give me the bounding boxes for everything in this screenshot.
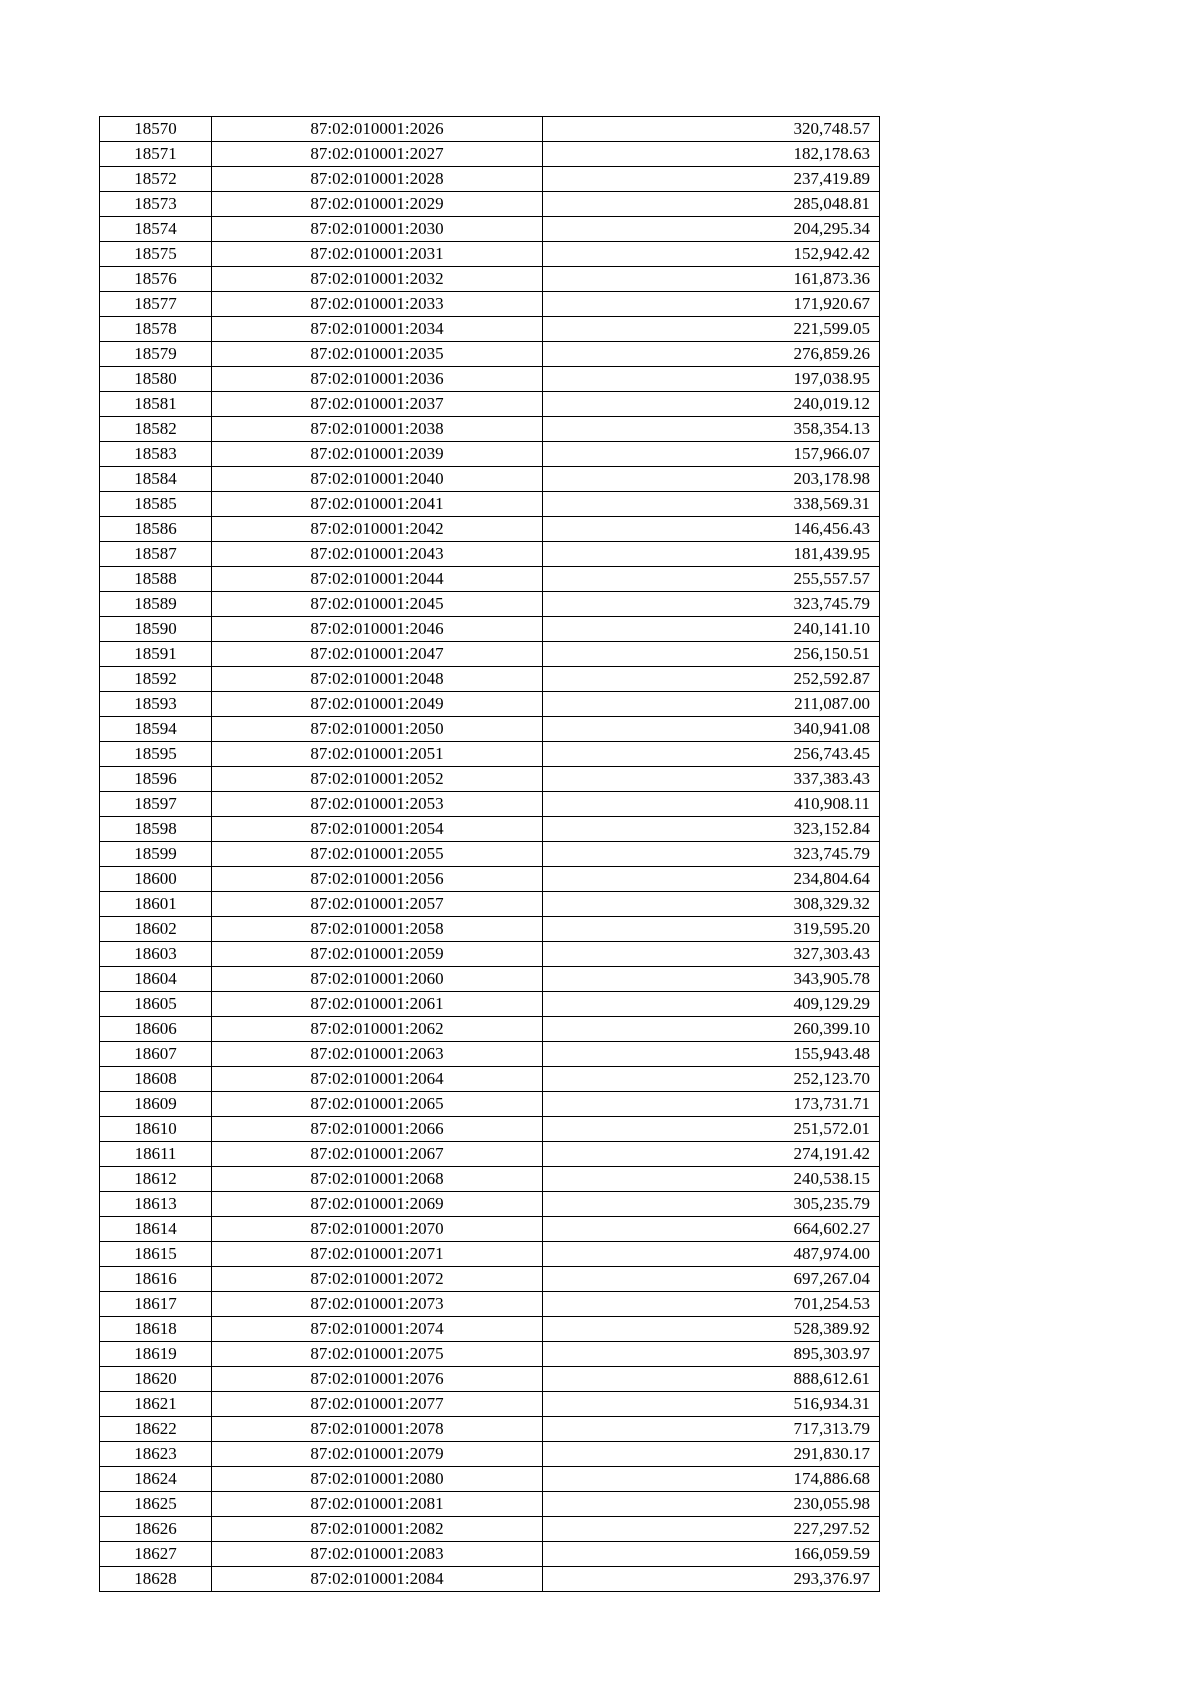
table-row — [100, 1217, 880, 1242]
cadastral-number-cell: 87:02:010001:2033 — [212, 292, 543, 317]
table-row — [100, 867, 880, 892]
row-number-cell: 18600 — [100, 867, 212, 892]
table-row — [100, 992, 880, 1017]
row-number-cell: 18619 — [100, 1342, 212, 1367]
row-number-cell: 18596 — [100, 767, 212, 792]
row-number-cell: 18625 — [100, 1492, 212, 1517]
table-row — [100, 542, 880, 567]
value-cell: 285,048.81 — [543, 192, 880, 217]
value-cell: 338,569.31 — [543, 492, 880, 517]
table-row — [100, 142, 880, 167]
cadastral-number-cell: 87:02:010001:2063 — [212, 1042, 543, 1067]
value-cell: 252,123.70 — [543, 1067, 880, 1092]
value-cell: 274,191.42 — [543, 1142, 880, 1167]
row-number-cell: 18613 — [100, 1192, 212, 1217]
value-cell: 255,557.57 — [543, 567, 880, 592]
table-row — [100, 1117, 880, 1142]
cadastral-number-cell: 87:02:010001:2026 — [212, 117, 543, 142]
value-cell: 323,745.79 — [543, 842, 880, 867]
row-number-cell: 18571 — [100, 142, 212, 167]
table-row — [100, 1167, 880, 1192]
value-cell: 227,297.52 — [543, 1517, 880, 1542]
value-cell: 323,152.84 — [543, 817, 880, 842]
cadastral-number-cell: 87:02:010001:2044 — [212, 567, 543, 592]
value-cell: 152,942.42 — [543, 242, 880, 267]
table-row — [100, 592, 880, 617]
value-cell: 240,019.12 — [543, 392, 880, 417]
cadastral-number-cell: 87:02:010001:2072 — [212, 1267, 543, 1292]
cadastral-number-cell: 87:02:010001:2058 — [212, 917, 543, 942]
table-row — [100, 1517, 880, 1542]
value-cell: 260,399.10 — [543, 1017, 880, 1042]
value-cell: 256,150.51 — [543, 642, 880, 667]
table-row — [100, 1267, 880, 1292]
value-cell: 516,934.31 — [543, 1392, 880, 1417]
value-cell: 888,612.61 — [543, 1367, 880, 1392]
table-row — [100, 617, 880, 642]
value-cell: 234,804.64 — [543, 867, 880, 892]
cadastral-number-cell: 87:02:010001:2074 — [212, 1317, 543, 1342]
table-row — [100, 392, 880, 417]
row-number-cell: 18615 — [100, 1242, 212, 1267]
row-number-cell: 18624 — [100, 1467, 212, 1492]
table-row — [100, 942, 880, 967]
cadastral-number-cell: 87:02:010001:2077 — [212, 1392, 543, 1417]
row-number-cell: 18572 — [100, 167, 212, 192]
table-row — [100, 1367, 880, 1392]
value-cell: 252,592.87 — [543, 667, 880, 692]
cadastral-number-cell: 87:02:010001:2084 — [212, 1567, 543, 1592]
table-row — [100, 717, 880, 742]
row-number-cell: 18614 — [100, 1217, 212, 1242]
cadastral-number-cell: 87:02:010001:2083 — [212, 1542, 543, 1567]
table-row — [100, 1142, 880, 1167]
cadastral-number-cell: 87:02:010001:2070 — [212, 1217, 543, 1242]
cadastral-number-cell: 87:02:010001:2027 — [212, 142, 543, 167]
table-row — [100, 1092, 880, 1117]
table-row — [100, 1067, 880, 1092]
table-row — [100, 367, 880, 392]
value-cell: 487,974.00 — [543, 1242, 880, 1267]
cadastral-number-cell: 87:02:010001:2049 — [212, 692, 543, 717]
value-cell: 697,267.04 — [543, 1267, 880, 1292]
row-number-cell: 18628 — [100, 1567, 212, 1592]
value-cell: 528,389.92 — [543, 1317, 880, 1342]
value-cell: 251,572.01 — [543, 1117, 880, 1142]
table-row — [100, 792, 880, 817]
row-number-cell: 18581 — [100, 392, 212, 417]
row-number-cell: 18580 — [100, 367, 212, 392]
cadastral-number-cell: 87:02:010001:2081 — [212, 1492, 543, 1517]
table-row — [100, 1492, 880, 1517]
value-cell: 276,859.26 — [543, 342, 880, 367]
value-cell: 211,087.00 — [543, 692, 880, 717]
table-row — [100, 1242, 880, 1267]
table-row — [100, 467, 880, 492]
table-row — [100, 1442, 880, 1467]
table-row — [100, 292, 880, 317]
table-row — [100, 342, 880, 367]
cadastral-number-cell: 87:02:010001:2034 — [212, 317, 543, 342]
table-row — [100, 692, 880, 717]
row-number-cell: 18621 — [100, 1392, 212, 1417]
value-cell: 240,538.15 — [543, 1167, 880, 1192]
cadastral-number-cell: 87:02:010001:2041 — [212, 492, 543, 517]
cadastral-number-cell: 87:02:010001:2043 — [212, 542, 543, 567]
cadastral-number-cell: 87:02:010001:2029 — [212, 192, 543, 217]
value-cell: 319,595.20 — [543, 917, 880, 942]
row-number-cell: 18610 — [100, 1117, 212, 1142]
cadastral-number-cell: 87:02:010001:2040 — [212, 467, 543, 492]
value-cell: 320,748.57 — [543, 117, 880, 142]
row-number-cell: 18588 — [100, 567, 212, 592]
cadastral-number-cell: 87:02:010001:2035 — [212, 342, 543, 367]
cadastral-number-cell: 87:02:010001:2056 — [212, 867, 543, 892]
value-cell: 230,055.98 — [543, 1492, 880, 1517]
cadastral-number-cell: 87:02:010001:2046 — [212, 617, 543, 642]
table-row — [100, 317, 880, 342]
table-row — [100, 1392, 880, 1417]
table-body — [100, 117, 880, 1592]
cadastral-number-cell: 87:02:010001:2032 — [212, 267, 543, 292]
table-row — [100, 217, 880, 242]
value-cell: 327,303.43 — [543, 942, 880, 967]
row-number-cell: 18590 — [100, 617, 212, 642]
table-row — [100, 842, 880, 867]
cadastral-number-cell: 87:02:010001:2060 — [212, 967, 543, 992]
table-row — [100, 442, 880, 467]
row-number-cell: 18573 — [100, 192, 212, 217]
table-row — [100, 517, 880, 542]
row-number-cell: 18626 — [100, 1517, 212, 1542]
row-number-cell: 18607 — [100, 1042, 212, 1067]
value-cell: 323,745.79 — [543, 592, 880, 617]
row-number-cell: 18601 — [100, 892, 212, 917]
row-number-cell: 18618 — [100, 1317, 212, 1342]
value-cell: 410,908.11 — [543, 792, 880, 817]
cadastral-number-cell: 87:02:010001:2068 — [212, 1167, 543, 1192]
cadastral-number-cell: 87:02:010001:2075 — [212, 1342, 543, 1367]
row-number-cell: 18603 — [100, 942, 212, 967]
value-cell: 155,943.48 — [543, 1042, 880, 1067]
row-number-cell: 18599 — [100, 842, 212, 867]
table-row — [100, 492, 880, 517]
value-cell: 256,743.45 — [543, 742, 880, 767]
table-row — [100, 1467, 880, 1492]
cadastral-number-cell: 87:02:010001:2071 — [212, 1242, 543, 1267]
cadastral-number-cell: 87:02:010001:2064 — [212, 1067, 543, 1092]
row-number-cell: 18579 — [100, 342, 212, 367]
table-row — [100, 242, 880, 267]
row-number-cell: 18585 — [100, 492, 212, 517]
table-row — [100, 892, 880, 917]
row-number-cell: 18589 — [100, 592, 212, 617]
cadastral-number-cell: 87:02:010001:2042 — [212, 517, 543, 542]
value-cell: 409,129.29 — [543, 992, 880, 1017]
row-number-cell: 18575 — [100, 242, 212, 267]
value-cell: 340,941.08 — [543, 717, 880, 742]
value-cell: 664,602.27 — [543, 1217, 880, 1242]
cadastral-number-cell: 87:02:010001:2078 — [212, 1417, 543, 1442]
value-cell: 240,141.10 — [543, 617, 880, 642]
cadastral-number-cell: 87:02:010001:2069 — [212, 1192, 543, 1217]
value-cell: 343,905.78 — [543, 967, 880, 992]
row-number-cell: 18606 — [100, 1017, 212, 1042]
row-number-cell: 18583 — [100, 442, 212, 467]
cadastral-number-cell: 87:02:010001:2037 — [212, 392, 543, 417]
row-number-cell: 18608 — [100, 1067, 212, 1092]
row-number-cell: 18578 — [100, 317, 212, 342]
row-number-cell: 18592 — [100, 667, 212, 692]
row-number-cell: 18577 — [100, 292, 212, 317]
row-number-cell: 18620 — [100, 1367, 212, 1392]
cadastral-number-cell: 87:02:010001:2045 — [212, 592, 543, 617]
table-row — [100, 1042, 880, 1067]
table-row — [100, 1567, 880, 1592]
value-cell: 291,830.17 — [543, 1442, 880, 1467]
value-cell: 895,303.97 — [543, 1342, 880, 1367]
table-row — [100, 1017, 880, 1042]
value-cell: 171,920.67 — [543, 292, 880, 317]
value-cell: 358,354.13 — [543, 417, 880, 442]
row-number-cell: 18591 — [100, 642, 212, 667]
table-row — [100, 567, 880, 592]
row-number-cell: 18605 — [100, 992, 212, 1017]
row-number-cell: 18587 — [100, 542, 212, 567]
cadastral-number-cell: 87:02:010001:2073 — [212, 1292, 543, 1317]
row-number-cell: 18582 — [100, 417, 212, 442]
row-number-cell: 18611 — [100, 1142, 212, 1167]
row-number-cell: 18604 — [100, 967, 212, 992]
table-row — [100, 642, 880, 667]
row-number-cell: 18609 — [100, 1092, 212, 1117]
table-row — [100, 767, 880, 792]
value-cell: 181,439.95 — [543, 542, 880, 567]
table-row — [100, 417, 880, 442]
row-number-cell: 18598 — [100, 817, 212, 842]
row-number-cell: 18616 — [100, 1267, 212, 1292]
row-number-cell: 18612 — [100, 1167, 212, 1192]
row-number-cell: 18623 — [100, 1442, 212, 1467]
row-number-cell: 18576 — [100, 267, 212, 292]
row-number-cell: 18602 — [100, 917, 212, 942]
row-number-cell: 18597 — [100, 792, 212, 817]
row-number-cell: 18586 — [100, 517, 212, 542]
value-cell: 146,456.43 — [543, 517, 880, 542]
table-row — [100, 267, 880, 292]
value-cell: 182,178.63 — [543, 142, 880, 167]
table-row — [100, 817, 880, 842]
value-cell: 174,886.68 — [543, 1467, 880, 1492]
cadastral-number-cell: 87:02:010001:2065 — [212, 1092, 543, 1117]
cadastral-number-cell: 87:02:010001:2036 — [212, 367, 543, 392]
table-row — [100, 192, 880, 217]
value-cell: 157,966.07 — [543, 442, 880, 467]
value-cell: 197,038.95 — [543, 367, 880, 392]
row-number-cell: 18617 — [100, 1292, 212, 1317]
value-cell: 293,376.97 — [543, 1567, 880, 1592]
cadastral-number-cell: 87:02:010001:2076 — [212, 1367, 543, 1392]
row-number-cell: 18595 — [100, 742, 212, 767]
cadastral-number-cell: 87:02:010001:2031 — [212, 242, 543, 267]
table-row — [100, 742, 880, 767]
table-row — [100, 967, 880, 992]
table-row — [100, 1342, 880, 1367]
table-row — [100, 917, 880, 942]
value-cell: 221,599.05 — [543, 317, 880, 342]
data-table — [99, 116, 880, 1592]
value-cell: 161,873.36 — [543, 267, 880, 292]
value-cell: 237,419.89 — [543, 167, 880, 192]
row-number-cell: 18594 — [100, 717, 212, 742]
value-cell: 173,731.71 — [543, 1092, 880, 1117]
row-number-cell: 18570 — [100, 117, 212, 142]
row-number-cell: 18622 — [100, 1417, 212, 1442]
table-row — [100, 117, 880, 142]
row-number-cell: 18593 — [100, 692, 212, 717]
value-cell: 701,254.53 — [543, 1292, 880, 1317]
table-row — [100, 167, 880, 192]
cadastral-number-cell: 87:02:010001:2053 — [212, 792, 543, 817]
table-row — [100, 1417, 880, 1442]
cadastral-number-cell: 87:02:010001:2038 — [212, 417, 543, 442]
cadastral-number-cell: 87:02:010001:2067 — [212, 1142, 543, 1167]
table-row — [100, 667, 880, 692]
cadastral-number-cell: 87:02:010001:2052 — [212, 767, 543, 792]
cadastral-number-cell: 87:02:010001:2028 — [212, 167, 543, 192]
cadastral-number-cell: 87:02:010001:2048 — [212, 667, 543, 692]
cadastral-number-cell: 87:02:010001:2030 — [212, 217, 543, 242]
value-cell: 308,329.32 — [543, 892, 880, 917]
table-row — [100, 1192, 880, 1217]
cadastral-number-cell: 87:02:010001:2062 — [212, 1017, 543, 1042]
cadastral-number-cell: 87:02:010001:2051 — [212, 742, 543, 767]
cadastral-number-cell: 87:02:010001:2066 — [212, 1117, 543, 1142]
table-row — [100, 1317, 880, 1342]
value-cell: 337,383.43 — [543, 767, 880, 792]
cadastral-number-cell: 87:02:010001:2055 — [212, 842, 543, 867]
cadastral-number-cell: 87:02:010001:2080 — [212, 1467, 543, 1492]
value-cell: 204,295.34 — [543, 217, 880, 242]
row-number-cell: 18584 — [100, 467, 212, 492]
cadastral-number-cell: 87:02:010001:2061 — [212, 992, 543, 1017]
value-cell: 717,313.79 — [543, 1417, 880, 1442]
row-number-cell: 18627 — [100, 1542, 212, 1567]
table-row — [100, 1542, 880, 1567]
cadastral-number-cell: 87:02:010001:2082 — [212, 1517, 543, 1542]
table-row — [100, 1292, 880, 1317]
row-number-cell: 18574 — [100, 217, 212, 242]
cadastral-number-cell: 87:02:010001:2054 — [212, 817, 543, 842]
cadastral-number-cell: 87:02:010001:2047 — [212, 642, 543, 667]
cadastral-number-cell: 87:02:010001:2059 — [212, 942, 543, 967]
value-cell: 203,178.98 — [543, 467, 880, 492]
cadastral-number-cell: 87:02:010001:2057 — [212, 892, 543, 917]
value-cell: 305,235.79 — [543, 1192, 880, 1217]
value-cell: 166,059.59 — [543, 1542, 880, 1567]
cadastral-number-cell: 87:02:010001:2039 — [212, 442, 543, 467]
cadastral-number-cell: 87:02:010001:2050 — [212, 717, 543, 742]
cadastral-number-cell: 87:02:010001:2079 — [212, 1442, 543, 1467]
